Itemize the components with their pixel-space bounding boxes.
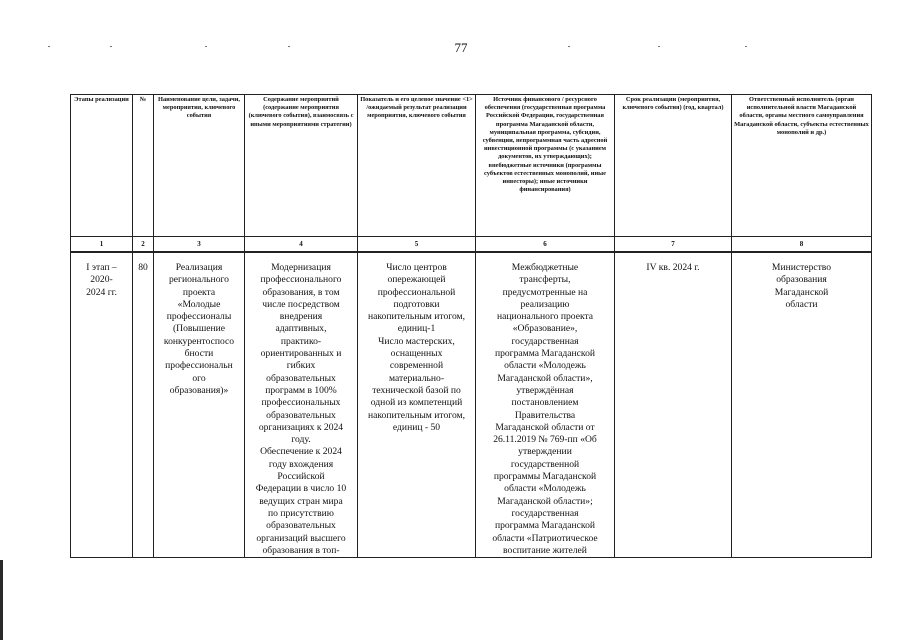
- column-number: 4: [245, 237, 358, 253]
- header-cell-term: Срок реализации (мероприятия, ключевого события) (год, квартал): [615, 95, 732, 237]
- scan-speck: [205, 46, 207, 47]
- column-number: 2: [133, 237, 154, 253]
- strategy-table: [70, 94, 872, 558]
- header-cell-content: Содержание мероприятий (содержание мероприятия (ключевого события), взаимосвязь с иными мероприятиями стратегии): [245, 95, 358, 237]
- cell-indicator: Число центров опережающей профессиональной подготовки накопительным итогом, единиц-1 Число мастерских, оснащенных современной материально- технической базой по одной из компетенций накопительным итогом, единиц - 50: [358, 252, 476, 558]
- column-number: 1: [71, 237, 133, 253]
- header-cell-name: Наименование цели, задачи, мероприятия, ключевого события: [154, 95, 245, 237]
- table-row: [71, 252, 872, 558]
- header-cell-source: Источник финансового / ресурсного обеспечения (государственная программа Российской Федерации, государственная программа Магаданской области, муниципальная программа, субсидии, субвенции, непрограммная часть адресной инвестиционной программы (с указанием документов, их утверждающих); внебюджетные источники (программы субъектов естественных монополий, иные инвесторы); иные источники финансирования): [476, 95, 615, 237]
- cell-stage: I этап – 2020- 2024 гг.: [71, 252, 133, 558]
- column-number: 6: [476, 237, 615, 253]
- header-cell-indicator: Показатель и его целевое значение <1> /ожидаемый результат реализации мероприятия, ключевого события: [358, 95, 476, 237]
- header-cell-number: №: [133, 95, 154, 237]
- column-number: 5: [358, 237, 476, 253]
- cell-name: Реализация регионального проекта «Молодые профессионалы (Повышение конкурентоспосо бности профессиональн ого образования)»: [154, 252, 245, 558]
- column-number: 8: [732, 237, 872, 253]
- column-number: 3: [154, 237, 245, 253]
- cell-term: IV кв. 2024 г.: [615, 252, 732, 558]
- scan-speck: [110, 46, 112, 47]
- scan-speck: [568, 46, 570, 47]
- column-number: 7: [615, 237, 732, 253]
- page-number: 77: [454, 40, 468, 55]
- scan-speck: [658, 46, 660, 47]
- cell-content: Модернизация профессионального образования, в том числе посредством внедрения адаптивных, практико- ориентированных и гибких образовательных программ в 100% профессиональных образовательных организациях к 2024 году. Обеспечение к 2024 году вхождения Российской Федерации в число 10 ведущих стран мира по присутствию образовательных организаций высшего образования в топ-: [245, 252, 358, 558]
- scan-edge: [0, 560, 3, 640]
- scan-speck: [288, 46, 290, 47]
- header-row: [71, 95, 872, 237]
- header-cell-stage: Этапы реализации: [71, 95, 133, 237]
- cell-responsible: Министерство образования Магаданской области: [732, 252, 872, 558]
- scan-speck: [48, 46, 50, 47]
- header-cell-responsible: Ответственный исполнитель (орган исполнительной власти Магаданской области, органы местного самоуправления Магаданской области, субъекты естественных монополий и др.): [732, 95, 872, 237]
- column-number-row: [71, 237, 872, 253]
- scan-speck: [745, 46, 747, 47]
- cell-source: Межбюджетные трансферты, предусмотренные на реализацию национального проекта «Образование», государственная программа Магаданской области «Молодежь Магаданской области», утверждённая постановлением Правительства Магаданской области от 26.11.2019 № 769-пп «Об утверждении государственной программы Магаданской области «Молодежь Магаданской области»; государственная программа Магаданской области «Патриотическое воспитание жителей: [476, 252, 615, 558]
- cell-number: 80: [133, 252, 154, 558]
